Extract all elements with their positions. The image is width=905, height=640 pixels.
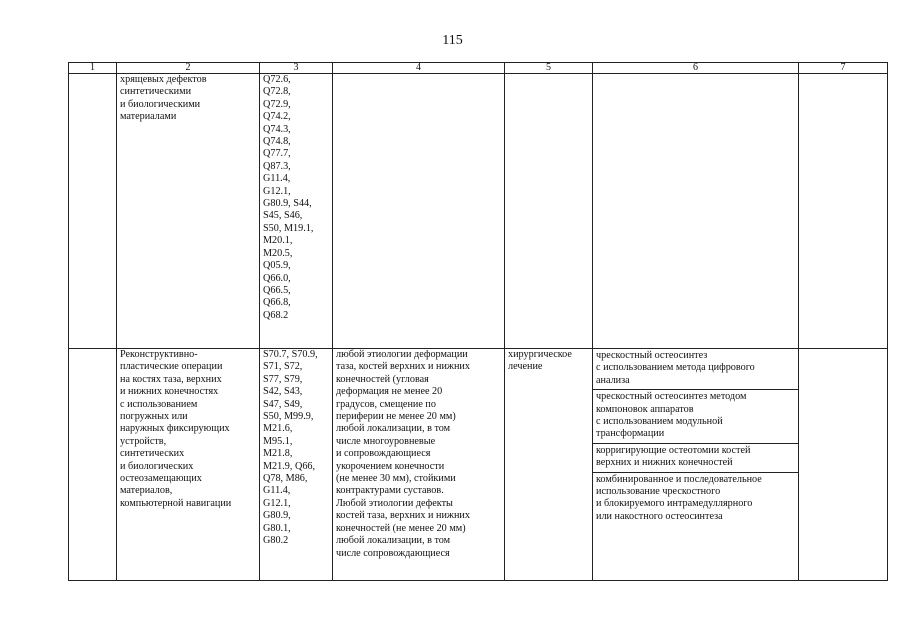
procedure-text-line: устройств,: [120, 435, 167, 447]
icd-code-line: Q05.9,: [263, 260, 291, 272]
procedure-text-line: погружных или: [120, 411, 188, 423]
row2-col3: [260, 349, 333, 581]
procedure-text-line: материалов,: [120, 485, 173, 497]
icd-code-line: S50, M19.1,: [263, 222, 314, 234]
procedure-text-line: материалами: [120, 111, 177, 123]
icd-code-line: S45, S46,: [263, 210, 303, 222]
condition-text-line: конечностей (угловая: [336, 373, 429, 385]
procedure-text-line: с использованием: [120, 398, 198, 410]
table-row: [69, 74, 888, 349]
condition-text-line: градусов, смещение по: [336, 398, 436, 410]
treatment-method-line: использование чрескостного: [596, 486, 721, 498]
condition-text-line: контрактурами суставов.: [336, 485, 444, 497]
treatment-type-line: хирургическое: [508, 349, 572, 360]
icd-code-line: Q74.3,: [263, 123, 291, 135]
treatment-method-line: корригирующие остеотомии костей: [596, 444, 751, 456]
treatment-method-block: [593, 444, 798, 473]
condition-text-line: конечностей (не менее 20 мм): [336, 522, 466, 534]
header-col-5: 5: [505, 63, 593, 74]
treatment-method-line: и блокируемого интрамедуллярного: [596, 498, 753, 510]
treatment-method-line: чрескостный остеосинтез: [596, 350, 708, 361]
treatment-method-line: или накостного остеосинтеза: [596, 510, 723, 522]
treatment-method-block: [593, 390, 798, 444]
treatment-method-line: чрескостный остеосинтез методом: [596, 391, 747, 403]
icd-code-line: M21.6,: [263, 423, 293, 435]
procedure-text-line: остеозамещающих: [120, 473, 202, 485]
treatment-method-line: компоновок аппаратов: [596, 403, 694, 415]
condition-text-line: укорочением конечности: [336, 460, 445, 472]
row2-col1: [69, 349, 117, 581]
condition-text-line: деформация не менее 20: [336, 386, 443, 398]
icd-code-line: Q68.2: [263, 309, 289, 321]
procedure-text-line: пластические операции: [120, 361, 223, 373]
header-col-6: 6: [593, 63, 799, 74]
icd-code-line: S47, S49,: [263, 398, 303, 410]
icd-code-line: Q72.6,: [263, 74, 291, 85]
icd-code-line: Q77.7,: [263, 148, 291, 160]
row1-col6: [593, 74, 799, 349]
treatment-method-line: анализа: [596, 374, 630, 386]
row2-col7: [799, 349, 888, 581]
treatment-method-block: [593, 473, 798, 526]
procedure-text-line: на костях таза, верхних: [120, 373, 222, 385]
treatment-method-block: [593, 349, 798, 390]
icd-code-line: Q72.9,: [263, 98, 291, 110]
condition-text-line: Любой этиологии дефекты: [336, 497, 453, 509]
procedure-text-line: компьютерной навигации: [120, 497, 232, 509]
procedure-text-line: синтетическими: [120, 86, 192, 98]
icd-code-line: M95.1,: [263, 435, 293, 447]
row1-col3: [260, 74, 333, 349]
procedure-text-line: наружных фиксирующих: [120, 423, 230, 435]
header-col-4: 4: [333, 63, 505, 74]
icd-code-line: G80.9,: [263, 510, 291, 522]
row2-col5: [505, 349, 593, 581]
icd-code-line: Q72.8,: [263, 86, 291, 98]
treatment-method-line: комбинированное и последовательное: [596, 473, 762, 485]
icd-code-line: S42, S43,: [263, 386, 303, 398]
procedure-text-line: Реконструктивно-: [120, 349, 198, 360]
icd-code-line: G80.2: [263, 535, 289, 547]
icd-code-line: G11.4,: [263, 173, 291, 185]
row1-col5: [505, 74, 593, 349]
treatment-method-line: верхних и нижних конечностей: [596, 457, 733, 469]
icd-code-line: S70.7, S70.9,: [263, 349, 318, 360]
procedure-text-line: хрящевых дефектов: [120, 74, 207, 85]
row1-col7: [799, 74, 888, 349]
icd-code-line: Q66.0,: [263, 272, 291, 284]
page-number: 115: [442, 33, 463, 48]
icd-code-line: S50, M99.9,: [263, 411, 314, 423]
icd-code-line: M21.9, Q66,: [263, 460, 316, 472]
condition-text-line: костей таза, верхних и нижних: [336, 510, 470, 522]
row2-col2: [117, 349, 260, 581]
condition-text-line: любой этиологии деформации: [336, 349, 468, 360]
procedure-text-line: синтетических: [120, 448, 185, 460]
condition-text-line: и сопровождающиеся: [336, 448, 431, 460]
icd-code-line: S77, S79,: [263, 373, 303, 385]
icd-code-line: G12.1,: [263, 185, 291, 197]
condition-text-line: числе многоуровневые: [336, 435, 436, 447]
procedures-table: [68, 62, 888, 581]
icd-code-line: G11.4,: [263, 485, 291, 497]
treatment-type-line: лечение: [508, 361, 543, 373]
treatment-method-line: трансформации: [596, 428, 665, 440]
icd-code-line: G80.1,: [263, 522, 291, 534]
icd-code-line: M20.1,: [263, 235, 293, 247]
table-row: [69, 349, 888, 581]
condition-text-line: таза, костей верхних и нижних: [336, 361, 470, 373]
icd-code-line: S71, S72,: [263, 361, 303, 373]
procedure-text-line: и нижних конечностях: [120, 386, 219, 398]
treatment-method-line: с использованием метода цифрового: [596, 362, 755, 374]
row2-col6: [593, 349, 799, 581]
icd-code-line: G80.9, S44,: [263, 198, 312, 210]
icd-code-line: Q87.3,: [263, 160, 291, 172]
row1-col1: [69, 74, 117, 349]
icd-code-line: M21.8,: [263, 448, 293, 460]
header-col-1: 1: [69, 63, 117, 74]
condition-text-line: любой локализации, в том: [336, 423, 451, 435]
condition-text-line: числе сопровождающиеся: [336, 547, 450, 559]
header-col-2: 2: [117, 63, 260, 74]
condition-text-line: (не менее 30 мм), стойкими: [336, 473, 456, 485]
condition-text-line: любой локализации, в том: [336, 535, 451, 547]
header-col-7: 7: [799, 63, 888, 74]
icd-code-line: Q66.5,: [263, 284, 291, 296]
header-col-3: 3: [260, 63, 333, 74]
icd-code-line: Q74.2,: [263, 111, 291, 123]
icd-code-line: Q66.8,: [263, 297, 291, 309]
procedure-text-line: и биологическими: [120, 98, 201, 110]
icd-code-line: Q78, M86,: [263, 473, 308, 485]
condition-text-line: периферии не менее 20 мм): [336, 411, 456, 423]
row2-col4: [333, 349, 505, 581]
icd-code-line: Q74.8,: [263, 136, 291, 148]
procedure-text-line: и биологических: [120, 460, 194, 472]
treatment-method-line: с использованием модульной: [596, 416, 723, 428]
icd-code-line: M20.5,: [263, 247, 293, 259]
row1-col4: [333, 74, 505, 349]
row1-col2: [117, 74, 260, 349]
header-row: [69, 63, 888, 74]
icd-code-line: G12.1,: [263, 497, 291, 509]
